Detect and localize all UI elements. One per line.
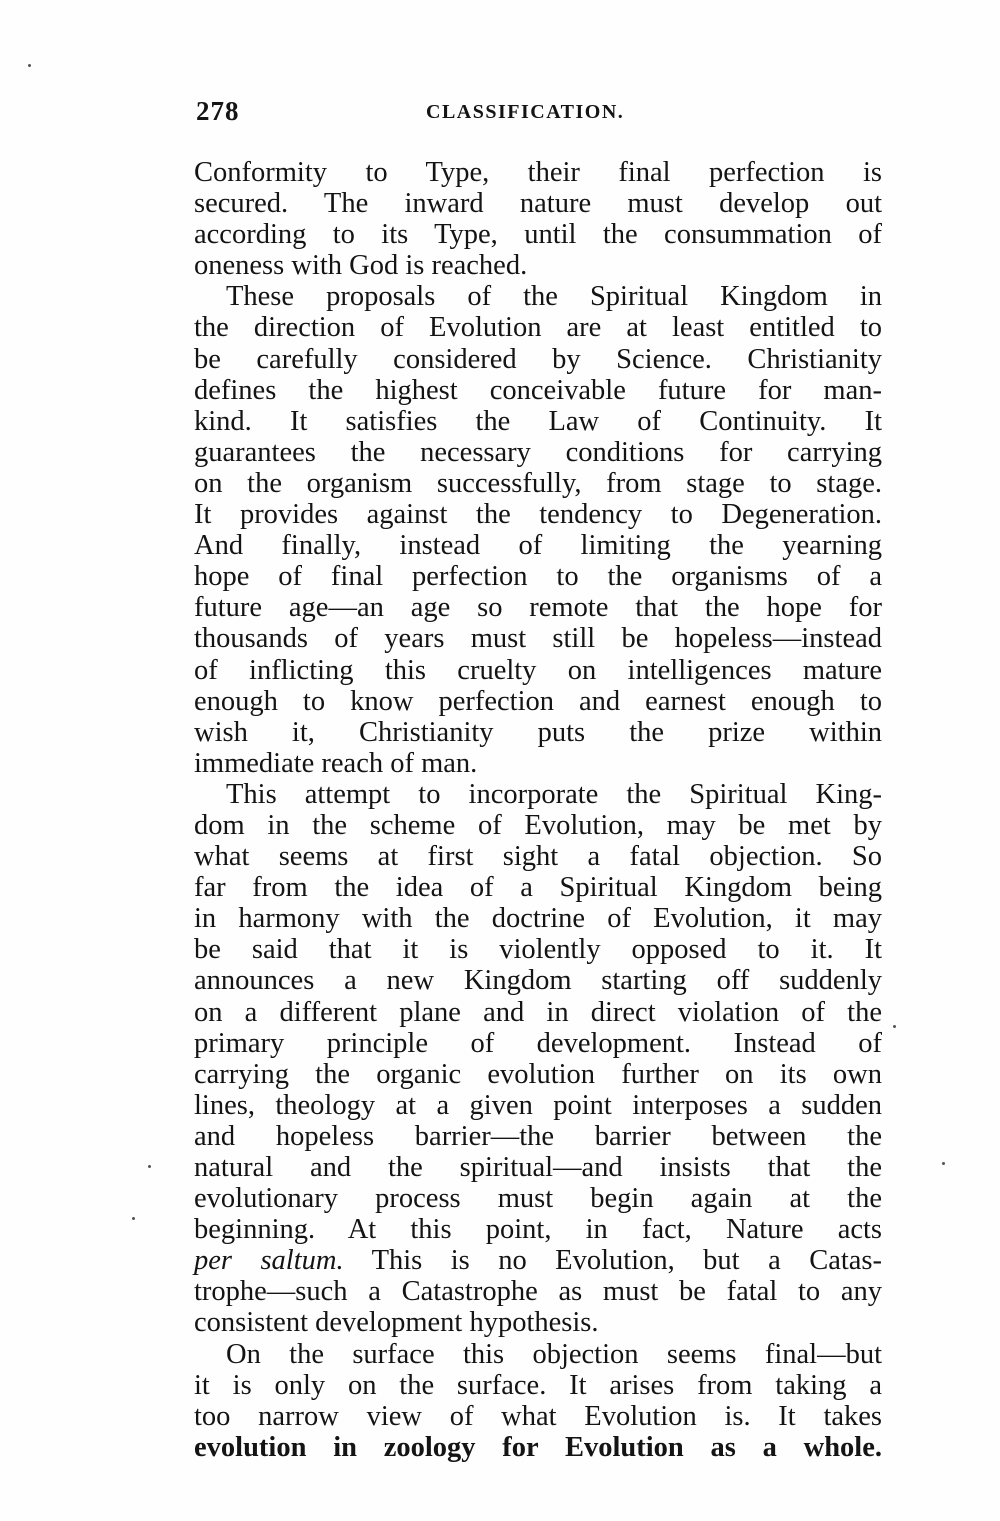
text-line: be carefully considered by Science. Christianity bbox=[194, 343, 882, 375]
text-line: far from the idea of a Spiritual Kingdom being bbox=[194, 872, 882, 904]
text-line: natural and the spiritual—and insists that the bbox=[194, 1152, 882, 1183]
page-number: 278 bbox=[196, 96, 240, 126]
running-head: CLASSIFICATION. bbox=[426, 101, 625, 123]
scan-speck bbox=[942, 1162, 945, 1165]
text-line-heavy-ink: evolution in zoology for Evolution as a whole. bbox=[194, 1431, 882, 1463]
text-line-with-italic bbox=[194, 1245, 882, 1276]
scan-speck bbox=[132, 1217, 135, 1220]
text-line: in harmony with the doctrine of Evolution, it may bbox=[194, 903, 882, 935]
text-line: secured. The inward nature must develop out bbox=[194, 188, 882, 220]
text-line: of inflicting this cruelty on intelligences mature bbox=[194, 654, 882, 686]
text-line: guarantees the necessary conditions for carrying bbox=[194, 436, 882, 468]
scan-speck bbox=[28, 64, 31, 67]
body-text bbox=[194, 157, 882, 1463]
paragraph-start-line: On the surface this objection seems final—but bbox=[226, 1338, 882, 1370]
text-line: evolutionary process must begin again at the bbox=[194, 1183, 882, 1215]
text-line: future age—an age so remote that the hope for bbox=[194, 592, 882, 624]
text-line: carrying the organic evolution further on its own bbox=[194, 1058, 882, 1090]
text-line: thousands of years must still be hopeless—instead bbox=[194, 623, 882, 655]
text-line: announces a new Kingdom starting off suddenly bbox=[194, 965, 882, 997]
text-line: be said that it is violently opposed to it. It bbox=[194, 934, 882, 966]
italic-phrase: per saltum. bbox=[194, 1245, 344, 1277]
text-line: the direction of Evolution are at least entitled to bbox=[194, 312, 882, 344]
paragraph-start-line: This attempt to incorporate the Spiritual King- bbox=[226, 778, 882, 810]
text-line: dom in the scheme of Evolution, may be met by bbox=[194, 809, 882, 841]
text-line: defines the highest conceivable future for man- bbox=[194, 374, 882, 406]
text-line: trophe—such a Catastrophe as must be fatal to any bbox=[194, 1276, 882, 1308]
page-header bbox=[196, 96, 882, 132]
text-line: on the organism successfully, from stage to stage. bbox=[194, 467, 882, 499]
text-line-remainder: This is no Evolution, but a Catas- bbox=[343, 1245, 883, 1277]
text-line: beginning. At this point, in fact, Nature acts bbox=[194, 1214, 882, 1246]
text-line: immediate reach of man. bbox=[194, 747, 478, 779]
text-line: it is only on the surface. It arises from taking a bbox=[194, 1369, 882, 1401]
text-line: kind. It satisfies the Law of Continuity. It bbox=[194, 405, 882, 437]
text-line: wish it, Christianity puts the prize within bbox=[194, 716, 882, 748]
scan-speck bbox=[148, 1165, 151, 1168]
text-line: what seems at first sight a fatal objection. So bbox=[194, 841, 882, 873]
text-line: according to its Type, until the consummation of bbox=[194, 219, 882, 251]
scan-speck bbox=[893, 1025, 896, 1028]
text-line: lines, theology at a given point interposes a sudden bbox=[194, 1089, 882, 1121]
paragraph-start-line: These proposals of the Spiritual Kingdom in bbox=[226, 281, 882, 313]
text-line: oneness with God is reached. bbox=[194, 250, 528, 282]
text-line: Conformity to Type, their final perfection is bbox=[194, 157, 882, 188]
text-line: It provides against the tendency to Degeneration. bbox=[194, 499, 882, 531]
text-line: And finally, instead of limiting the yearning bbox=[194, 530, 882, 562]
text-line: hope of final perfection to the organisms of a bbox=[194, 561, 882, 593]
text-line: on a different plane and in direct violation of the bbox=[194, 996, 882, 1028]
text-line: too narrow view of what Evolution is. It takes bbox=[194, 1400, 882, 1432]
text-line: and hopeless barrier—the barrier between the bbox=[194, 1120, 882, 1152]
text-line: enough to know perfection and earnest enough to bbox=[194, 685, 882, 717]
text-line: primary principle of development. Instead of bbox=[194, 1027, 882, 1059]
text-line: consistent development hypothesis. bbox=[194, 1307, 599, 1339]
